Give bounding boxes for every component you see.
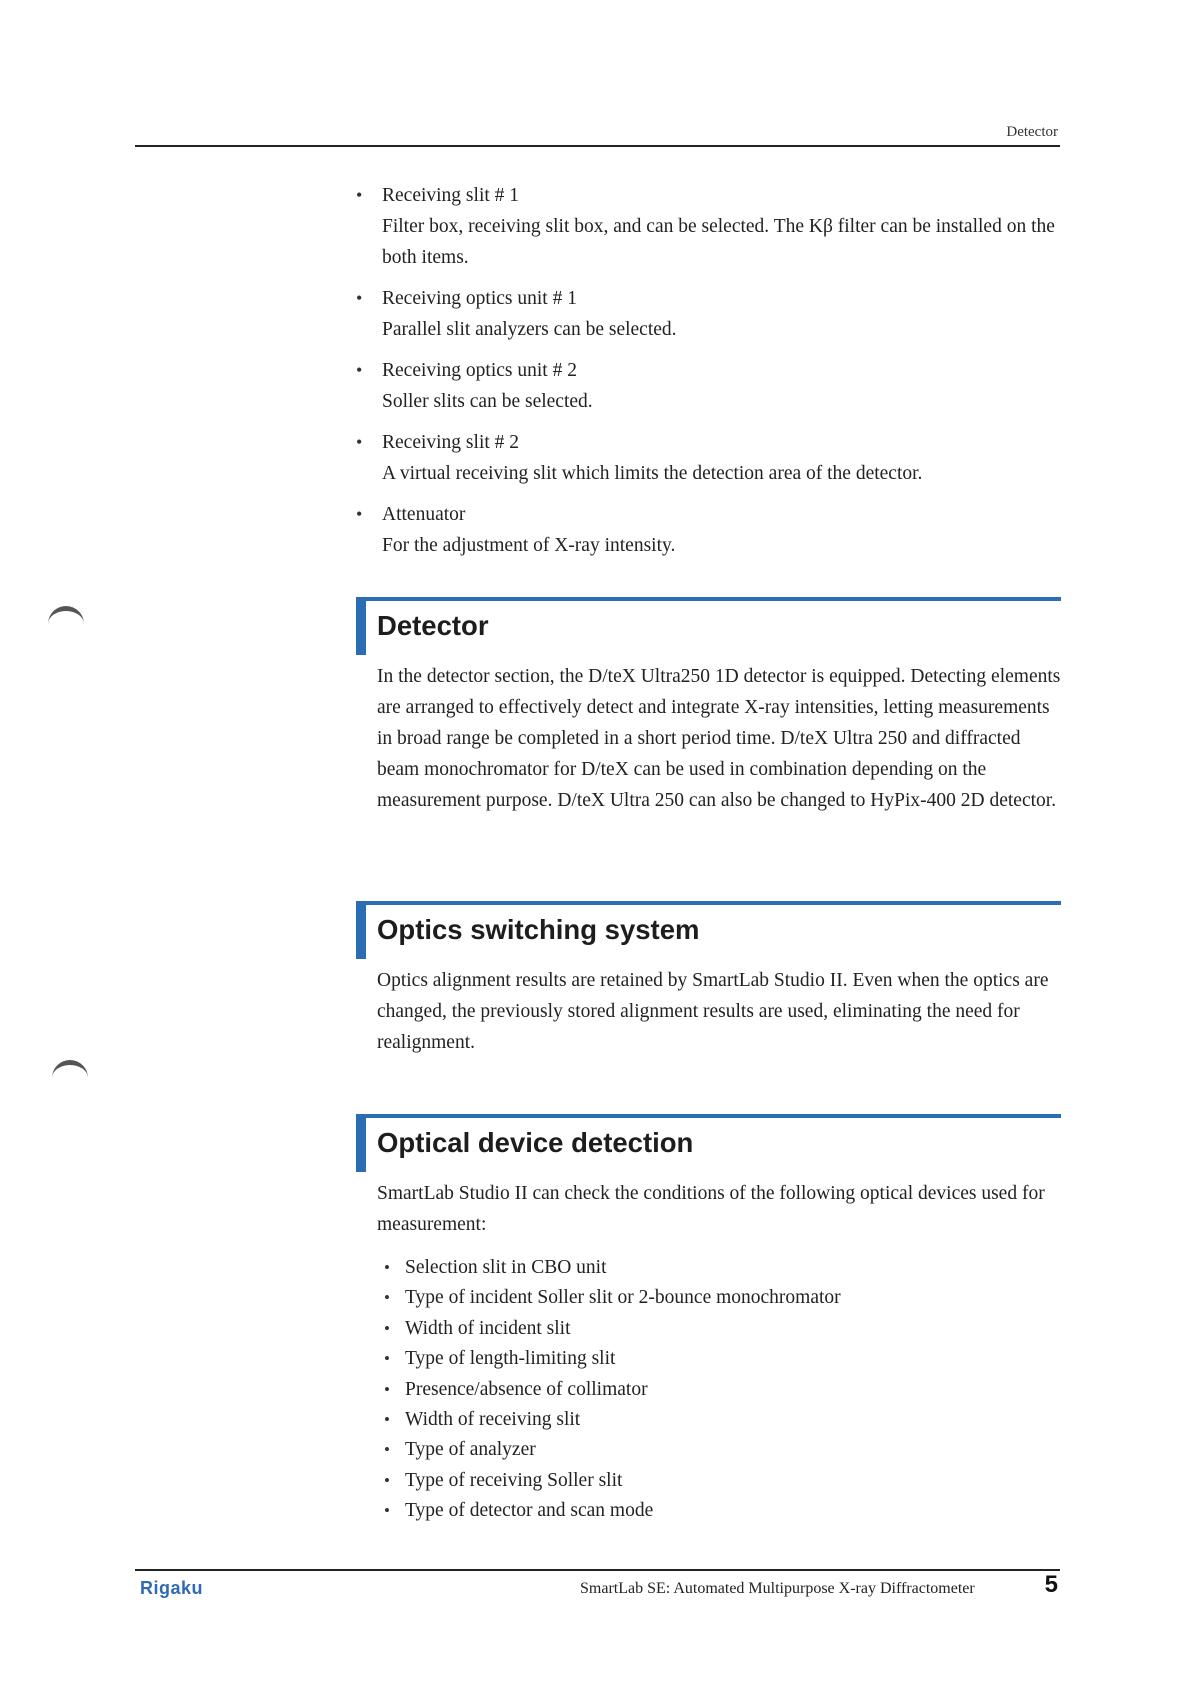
list-item-title: • Attenuator [382,504,466,525]
running-header-label: Detector [1006,124,1058,140]
section-title: Optics switching system [377,914,700,945]
section-body: SmartLab Studio II can check the conditions of the following optical devices used for measurement: [377,1183,1045,1235]
list-item: • Presence/absence of collimator [405,1375,1005,1405]
list-item-description: For the adjustment of X-ray intensity. [382,535,676,556]
section-rule [356,597,1061,601]
list-item: • Width of incident slit [405,1314,1005,1344]
list-item-title: • Receiving optics unit # 2 [382,360,577,381]
list-item [382,180,1062,273]
section-body: In the detector section, the D/teX Ultra250 1D detector is equipped. Detecting elements are arranged to effectively detect and integrate X-ray intensities, letting measurements in broad range be completed in a short period time. D/teX Ultra 250 and diffracted beam monochromator for D/teX can be used in combination depending on the measurement purpose. D/teX Ultra 250 can also be changed to HyPix-400 2D detector. [377,666,1061,811]
footer-document-title: SmartLab SE: Automated Multipurpose X-ray Diffractometer [580,1580,975,1597]
list-item: • Selection slit in CBO unit [405,1253,1005,1283]
brand-logo: Rigaku [140,1578,204,1598]
list-item [382,499,1062,561]
section-accent-bar [356,597,366,655]
section-title: Detector [377,610,489,641]
page-number: 5 [1044,1571,1058,1598]
list-item-title: • Receiving optics unit # 1 [382,288,577,309]
section-rule [356,901,1061,905]
section-title: Optical device detection [377,1127,694,1158]
list-item-description: A virtual receiving slit which limits the detection area of the detector. [382,463,923,484]
list-item: • Width of receiving slit [405,1405,1005,1435]
list-item-title: • Receiving slit # 1 [382,185,520,206]
list-item: • Type of length-limiting slit [405,1344,1005,1374]
punch-hole-upper [48,606,84,642]
footer-rule [135,1569,1060,1571]
section-accent-bar [356,901,366,959]
list-item: • Type of receiving Soller slit [405,1466,1005,1496]
list-item [382,283,1062,345]
list-item: • Type of detector and scan mode [405,1496,1005,1526]
optical-device-list [405,1253,1005,1527]
list-item [382,427,1062,489]
section-rule [356,1114,1061,1118]
list-item: • Type of incident Soller slit or 2-bounce monochromator [405,1283,1005,1313]
list-item-description: Filter box, receiving slit box, and can be selected. The Kβ filter can be installed on the both items. [382,216,1055,268]
list-item-title: • Receiving slit # 2 [382,432,520,453]
receiving-optics-list [382,180,1062,571]
section-accent-bar [356,1114,366,1172]
header-rule [135,145,1060,147]
list-item-description: Soller slits can be selected. [382,391,593,412]
section-body: Optics alignment results are retained by SmartLab Studio II. Even when the optics are changed, the previously stored alignment results are used, eliminating the need for realignment. [377,970,1049,1053]
punch-hole-lower [52,1060,88,1096]
list-item-description: Parallel slit analyzers can be selected. [382,319,677,340]
list-item: • Type of analyzer [405,1435,1005,1465]
list-item [382,355,1062,417]
